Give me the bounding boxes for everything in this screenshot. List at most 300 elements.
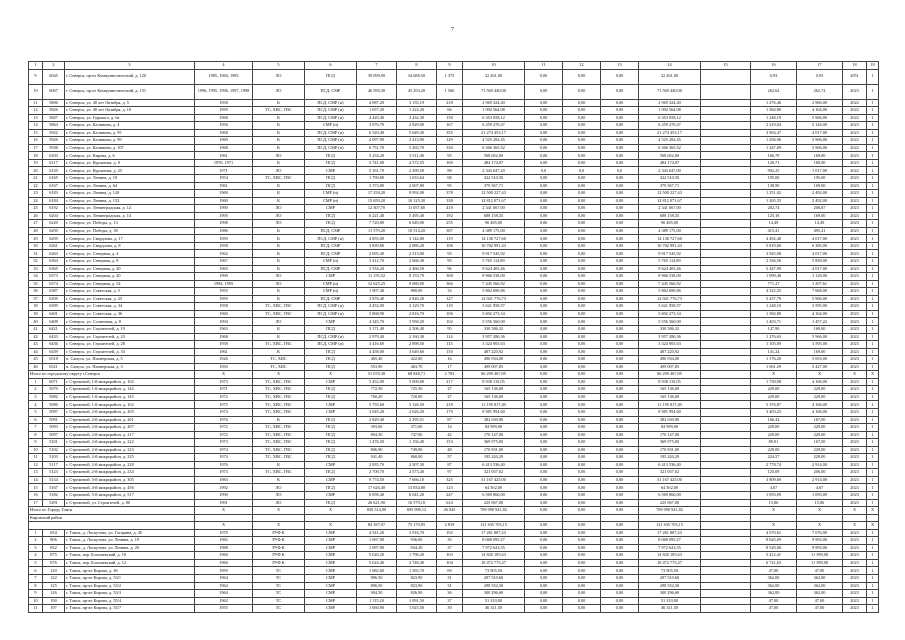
table-cell: 0,00 xyxy=(563,310,601,318)
table-cell: X xyxy=(797,522,843,530)
table-cell: 2 666,30 xyxy=(397,258,437,266)
table-cell: 6263 xyxy=(43,250,65,258)
table-cell: 297 510,60 xyxy=(463,575,525,583)
table-cell: 195 220,29 xyxy=(639,454,701,462)
table-row xyxy=(29,348,879,356)
table-cell xyxy=(701,212,751,220)
table-row xyxy=(29,220,879,228)
table-cell: 6 566 365,52 xyxy=(639,144,701,152)
table-cell: 103 xyxy=(437,552,463,560)
table-cell: ТС, ХВС, ГВС xyxy=(253,454,305,462)
address-cell: г. Северск, ул. Северная, д. 20 xyxy=(65,265,195,273)
table-cell: 0,00 xyxy=(525,122,563,130)
table-cell xyxy=(701,363,751,371)
table-cell: 31 xyxy=(437,582,463,590)
table-cell xyxy=(701,175,751,183)
table-cell xyxy=(253,514,305,522)
table-cell: 2 914,00 xyxy=(797,476,843,484)
table-cell: 47,00 xyxy=(751,605,797,613)
table-cell: 5 265,70 xyxy=(397,144,437,152)
table-cell: 229,00 xyxy=(751,446,797,454)
table-cell: ЛО xyxy=(253,318,305,326)
table-cell: 484 174,87 xyxy=(463,159,525,167)
table-cell: 1960 xyxy=(195,559,253,567)
table-row xyxy=(29,590,879,598)
table-cell: 218 xyxy=(437,99,463,107)
table-cell xyxy=(701,356,751,364)
table-cell: СМР xyxy=(305,590,357,598)
table-cell: 0,00 xyxy=(525,544,563,552)
table-cell: 0,00 xyxy=(563,250,601,258)
table-cell: 5 966,00 xyxy=(797,137,843,145)
table-cell: 0,00 xyxy=(601,552,639,560)
table-cell: 1976 xyxy=(195,416,253,424)
table-cell: 5097 xyxy=(43,431,65,439)
table-cell: 2023 xyxy=(843,122,867,130)
table-cell: 6261 xyxy=(43,242,65,250)
table-cell: 2023 xyxy=(843,393,867,401)
table-cell: 24 xyxy=(29,197,43,205)
table-cell: ТС, ХВС, ГВС xyxy=(253,393,305,401)
table-cell: 1 xyxy=(867,182,879,190)
table-cell: 0,00 xyxy=(601,378,639,386)
table-cell: 125 xyxy=(437,484,463,492)
address-cell: г. Стрежевой, 2-й микрорайон, д. 223 xyxy=(65,446,195,454)
table-row xyxy=(29,303,879,311)
table-cell: 2023 xyxy=(843,159,867,167)
table-cell: 169,00 xyxy=(797,212,843,220)
table-cell: 9 993,00 xyxy=(797,544,843,552)
table-cell: 66 xyxy=(437,107,463,115)
table-cell: 6 751,70 xyxy=(357,144,397,152)
table-cell: 2 295,51 xyxy=(397,416,437,424)
table-cell: 46 311,50 xyxy=(463,605,525,613)
table-cell xyxy=(701,605,751,613)
table-cell: 2023 xyxy=(843,212,867,220)
table-cell: 6 353 958,12 xyxy=(639,114,701,122)
table-cell xyxy=(701,499,751,507)
table-cell: 2023 xyxy=(843,476,867,484)
table-cell: 709 090 941,82 xyxy=(639,507,701,515)
table-cell: 5938 xyxy=(43,144,65,152)
table-cell: 13 xyxy=(29,469,43,477)
table-cell: 167,00 xyxy=(797,439,843,447)
table-cell: 487 220,92 xyxy=(463,348,525,356)
table-cell: 6 041,20 xyxy=(397,491,437,499)
table-cell: 382 030,00 xyxy=(639,416,701,424)
table-cell: 0,00 xyxy=(525,310,563,318)
table-cell: 2 626,20 xyxy=(397,408,437,416)
table-cell: СМР (и) xyxy=(305,122,357,130)
table-cell: 165 136,00 xyxy=(639,393,701,401)
table-cell: ПСД xyxy=(305,220,357,228)
table-cell: 47,00 xyxy=(797,605,843,613)
table-cell: 4 017,00 xyxy=(797,265,843,273)
table-cell: 5 765 114,89 xyxy=(463,258,525,266)
column-number: 9 xyxy=(437,62,463,70)
table-row xyxy=(29,544,879,552)
table-cell: ПСД xyxy=(305,499,357,507)
table-cell: 4 570,61 xyxy=(751,529,797,537)
table-cell: 229,00 xyxy=(751,386,797,394)
table-cell: 39 xyxy=(29,310,43,318)
address-cell: г. Северск, ул. Северная, д. 54 xyxy=(65,280,195,288)
table-cell: СМР xyxy=(305,401,357,409)
table-cell: ТС, ХВС, ГВС xyxy=(253,431,305,439)
table-cell: 0,00 xyxy=(525,295,563,303)
section-row xyxy=(29,514,879,522)
table-cell: 2023 xyxy=(843,537,867,545)
table-cell: 3 945,08 xyxy=(751,250,797,258)
table-cell: 0,00 xyxy=(525,416,563,424)
table-cell: 1 061,29 xyxy=(751,363,797,371)
table-cell: РУФ К xyxy=(253,559,305,567)
table-cell xyxy=(701,597,751,605)
table-cell: 688 158,35 xyxy=(463,212,525,220)
table-cell: 5 765 114,89 xyxy=(639,258,701,266)
table-cell: 197 xyxy=(43,605,65,613)
table-cell: 31 167 425,00 xyxy=(639,476,701,484)
table-cell: 896,50 xyxy=(357,575,397,583)
table-cell: 14 xyxy=(29,122,43,130)
table-cell: 36 xyxy=(29,288,43,296)
table-cell: 38 xyxy=(29,303,43,311)
table-cell: 1996, 1995, 1996, 1997, 1998 xyxy=(195,84,253,99)
table-cell: 16 782 991,43 xyxy=(639,242,701,250)
table-cell: X xyxy=(751,522,797,530)
table-cell: 206,00 xyxy=(797,469,843,477)
table-cell: ПСД xyxy=(305,393,357,401)
table-row xyxy=(29,107,879,115)
table-cell: ТС, ХВС xyxy=(253,356,305,364)
table-cell: 17 xyxy=(437,363,463,371)
table-cell: X xyxy=(797,371,843,379)
table-cell: ПСД xyxy=(305,469,357,477)
table-cell: 0,00 xyxy=(563,197,601,205)
table-cell: К xyxy=(253,461,305,469)
table-cell: ТС, ХВС, ГВС xyxy=(253,107,305,115)
table-cell: 1964 xyxy=(195,575,253,583)
table-cell: 0,00 xyxy=(525,363,563,371)
table-cell: 0,00 xyxy=(601,197,639,205)
table-cell: К xyxy=(253,333,305,341)
table-cell: 2 341 667,00 xyxy=(639,205,701,213)
table-cell: 0,00 xyxy=(525,84,563,99)
table-cell: 6518 xyxy=(43,356,65,364)
table-cell: 2 969 324,40 xyxy=(639,99,701,107)
table-cell: 0,00 xyxy=(601,416,639,424)
table-cell: 338 xyxy=(437,197,463,205)
table-cell: 418 xyxy=(437,205,463,213)
table-cell: 0,00 xyxy=(563,424,601,432)
table-cell: 1 xyxy=(867,544,879,552)
address-cell: г. Стрежевой, 2-й микрорайон, д. 207 xyxy=(65,424,195,432)
table-row xyxy=(29,454,879,462)
table-cell: 2022 xyxy=(843,167,867,175)
table-cell: 229,00 xyxy=(797,386,843,394)
table-cell: 1 093,09 xyxy=(797,491,843,499)
table-cell: 823,90 xyxy=(397,575,437,583)
table-cell: 2023 xyxy=(843,484,867,492)
table-cell: 3 904,47 xyxy=(751,129,797,137)
table-cell: СМР xyxy=(305,378,357,386)
table-cell: 0,00 xyxy=(601,99,639,107)
table-cell: 21 274 453,17 xyxy=(639,129,701,137)
table-cell: 936,00 xyxy=(397,537,437,545)
table-cell: 5864 xyxy=(43,122,65,130)
table-cell: 0,00 xyxy=(601,107,639,115)
table-cell: 3 413,90 xyxy=(397,137,437,145)
table-cell: 0,00 xyxy=(525,182,563,190)
table-cell: 95 xyxy=(437,182,463,190)
table-cell: 4 522,25 xyxy=(751,288,797,296)
table-cell: 5926 xyxy=(43,137,65,145)
table-cell: 66 209 467,85 xyxy=(463,371,525,379)
table-row xyxy=(29,461,879,469)
table-cell xyxy=(701,258,751,266)
table-cell: 3 142,80 xyxy=(397,235,437,243)
table-cell: 0,00 xyxy=(563,454,601,462)
table-cell: X xyxy=(867,371,879,379)
table-cell: ПСД, СМР (и) xyxy=(305,310,357,318)
table-cell: 415,41 xyxy=(751,227,797,235)
table-cell: 2 979,40 xyxy=(357,333,397,341)
table-cell: 1 xyxy=(867,310,879,318)
table-cell: СМР xyxy=(305,318,357,326)
table-cell: 8 xyxy=(29,431,43,439)
table-cell: 1971 xyxy=(195,167,253,175)
column-number: 10 xyxy=(463,62,525,70)
table-cell: 262,62 xyxy=(751,84,797,99)
table-cell: 0,00 xyxy=(563,212,601,220)
table-cell: 1 xyxy=(867,212,879,220)
table-cell: ПСД xyxy=(305,363,357,371)
register-table xyxy=(28,61,879,613)
table-cell xyxy=(701,461,751,469)
table-row xyxy=(29,567,879,575)
table-cell: 6184 xyxy=(43,197,65,205)
table-cell: 96 485,00 xyxy=(639,220,701,228)
table-cell: 0,00 xyxy=(601,325,639,333)
table-cell: 1 xyxy=(867,295,879,303)
table-cell: 0,00 xyxy=(525,175,563,183)
table-cell: 66 209 467,85 xyxy=(639,371,701,379)
table-cell: 2022 xyxy=(843,99,867,107)
address-cell: г. Северск, ул. Ленина, д. 18 xyxy=(65,175,195,183)
table-cell: 362,00 xyxy=(797,590,843,598)
table-cell xyxy=(701,242,751,250)
table-cell: 4 164,00 xyxy=(797,310,843,318)
table-cell: 3 621 958,57 xyxy=(463,303,525,311)
table-cell: ТС, ХВС, ГВС xyxy=(253,469,305,477)
table-cell: 2023 xyxy=(843,597,867,605)
table-cell: 0,00 xyxy=(525,378,563,386)
table-cell: 9 680,00 xyxy=(397,280,437,288)
table-cell: 298 552,30 xyxy=(639,582,701,590)
table-cell: 2023 xyxy=(843,567,867,575)
table-cell: 5 556 360,00 xyxy=(463,318,525,326)
table-cell: 165 136,00 xyxy=(639,386,701,394)
table-cell: 325 xyxy=(437,476,463,484)
table-cell: 6071 xyxy=(43,378,65,386)
table-cell: 27 xyxy=(437,393,463,401)
table-cell: 3 839,80 xyxy=(357,242,397,250)
table-cell: 1 115,20 xyxy=(357,597,397,605)
table-cell: 15 xyxy=(29,129,43,137)
table-cell: 6436 xyxy=(43,341,65,349)
table-cell xyxy=(601,514,639,522)
table-cell: X xyxy=(843,371,867,379)
table-row xyxy=(29,333,879,341)
table-cell xyxy=(701,348,751,356)
table-cell: 6 353 958,12 xyxy=(463,114,525,122)
address-cell: г. Северск, ул. Советская, д. 25 xyxy=(65,295,195,303)
table-cell: 6 221,40 xyxy=(357,212,397,220)
table-cell: ПСД, СМР (и) xyxy=(305,137,357,145)
table-cell: 695 996,12 xyxy=(397,507,437,515)
table-cell: 95 xyxy=(437,258,463,266)
table-cell: ТС xyxy=(253,575,305,583)
table-cell: 12 xyxy=(29,461,43,469)
address-cell: г. Стрежевой, 5-й микрорайон, д. 517 xyxy=(65,491,195,499)
table-cell: 225 967,00 xyxy=(463,499,525,507)
table-cell: 22 xyxy=(29,182,43,190)
table-cell: 4 389 175,00 xyxy=(463,227,525,235)
table-cell: К xyxy=(253,182,305,190)
table-cell: 0,0 xyxy=(601,167,639,175)
table-cell: 64 562,00 xyxy=(639,484,701,492)
section-label: Кировский район xyxy=(29,514,195,522)
table-cell: 14 820 185,63 xyxy=(639,552,701,560)
table-cell: 1969 xyxy=(195,197,253,205)
table-cell: 0,00 xyxy=(563,537,601,545)
table-cell: 3 809,69 xyxy=(751,476,797,484)
subtotal-row xyxy=(29,507,879,515)
table-cell: 823,90 xyxy=(397,582,437,590)
table-cell: 0,00 xyxy=(563,378,601,386)
table-cell: 8 966 538,00 xyxy=(639,273,701,281)
table-cell xyxy=(843,514,867,522)
table-cell: ЛО xyxy=(253,212,305,220)
table-cell: 5093 xyxy=(43,424,65,432)
table-cell: 5 412,41 xyxy=(751,552,797,560)
table-cell: 195 220,29 xyxy=(463,454,525,462)
table-cell: 0,00 xyxy=(601,393,639,401)
table-cell: 832 xyxy=(43,544,65,552)
table-cell: 37 xyxy=(437,597,463,605)
table-cell: 1959 xyxy=(195,295,253,303)
address-cell: г. Томск, пр-кт Кирова, д. 46 xyxy=(65,567,195,575)
table-cell: 5826 xyxy=(43,107,65,115)
address-cell: г. Стрежевой, 2-й микрорайон, д. 225 xyxy=(65,454,195,462)
table-cell: 0,00 xyxy=(525,522,563,530)
table-cell xyxy=(701,529,751,537)
table-cell: 0,00 xyxy=(525,386,563,394)
table-cell: 1 730,08 xyxy=(751,378,797,386)
table-cell: 14 138 727,60 xyxy=(639,235,701,243)
table-cell: ПСД xyxy=(305,446,357,454)
table-cell: 2023 xyxy=(843,469,867,477)
table-cell: 37 xyxy=(437,544,463,552)
table-cell: X xyxy=(843,522,867,530)
address-cell: г. Томск, д. Лоскутово, ул. Ленина, д. 20 xyxy=(65,544,195,552)
table-cell xyxy=(701,310,751,318)
table-cell: 7 668,00 xyxy=(797,288,843,296)
table-cell: 18 472 775,47 xyxy=(639,559,701,567)
table-cell: 0,00 xyxy=(601,575,639,583)
table-cell xyxy=(701,424,751,432)
table-cell: 20 xyxy=(29,167,43,175)
table-cell: 2 343 647,20 xyxy=(463,167,525,175)
table-cell: СМР xyxy=(305,605,357,613)
table-cell: ПСД xyxy=(305,424,357,432)
table-cell: 170 831,00 xyxy=(463,446,525,454)
table-cell: 7 720,80 xyxy=(357,220,397,228)
table-cell: 127 xyxy=(437,295,463,303)
table-cell: X xyxy=(843,507,867,515)
table-cell: 1961 xyxy=(195,182,253,190)
table-cell: 45 xyxy=(29,356,43,364)
table-cell: 0,00 xyxy=(563,416,601,424)
table-cell: 1 276,63 xyxy=(751,333,797,341)
table-cell: 68 848,71 xyxy=(397,371,437,379)
table-cell: 16 xyxy=(29,137,43,145)
table-cell: ТС xyxy=(253,567,305,575)
table-cell: 1 xyxy=(29,529,43,537)
table-cell: 1973 xyxy=(195,439,253,447)
table-cell: 1 256,96 xyxy=(751,137,797,145)
table-cell: ТС xyxy=(253,582,305,590)
table-cell: 14 820 185,63 xyxy=(463,552,525,560)
table-cell: 1 xyxy=(867,476,879,484)
address-cell: г. Стрежевой, 2-й микрорайон, д. 222 xyxy=(65,439,195,447)
table-cell: 1976 xyxy=(195,461,253,469)
table-cell xyxy=(463,514,525,522)
table-cell: 0,00 xyxy=(563,295,601,303)
table-cell: СМР xyxy=(305,491,357,499)
table-cell: 4 345,70 xyxy=(357,318,397,326)
table-cell: 1 xyxy=(867,401,879,409)
table-row xyxy=(29,597,879,605)
table-cell: 0,00 xyxy=(601,363,639,371)
table-cell: 121 635 703,15 xyxy=(463,522,525,530)
table-cell: 4 097,90 xyxy=(357,137,397,145)
table-cell: 6 569 860,00 xyxy=(463,491,525,499)
table-cell: 0,00 xyxy=(601,544,639,552)
address-cell: г. Северск, ул. Свердлова, д. 8 xyxy=(65,242,195,250)
table-cell: 5291 xyxy=(43,499,65,507)
table-cell: 1 xyxy=(867,424,879,432)
table-cell: 6373 xyxy=(43,273,65,281)
table-cell: 1 xyxy=(867,393,879,401)
table-cell: ПСД, СМР xyxy=(305,250,357,258)
table-cell: 725,50 xyxy=(397,386,437,394)
table-cell: 14 138 727,60 xyxy=(463,235,525,243)
table-cell: 463,70 xyxy=(397,363,437,371)
table-cell: 0,00 xyxy=(525,431,563,439)
table-cell: 225 967,00 xyxy=(639,499,701,507)
table-cell: 387 xyxy=(437,227,463,235)
table-cell: 720,00 xyxy=(397,393,437,401)
table-cell: 12 625,25 xyxy=(357,280,397,288)
table-cell: 3 416,60 xyxy=(357,341,397,349)
table-cell: 0,00 xyxy=(563,341,601,349)
table-cell: 0,00 xyxy=(563,476,601,484)
table-cell: 165 136,00 xyxy=(463,393,525,401)
table-cell: 87 xyxy=(437,461,463,469)
table-cell: 0,00 xyxy=(563,303,601,311)
table-cell xyxy=(701,182,751,190)
